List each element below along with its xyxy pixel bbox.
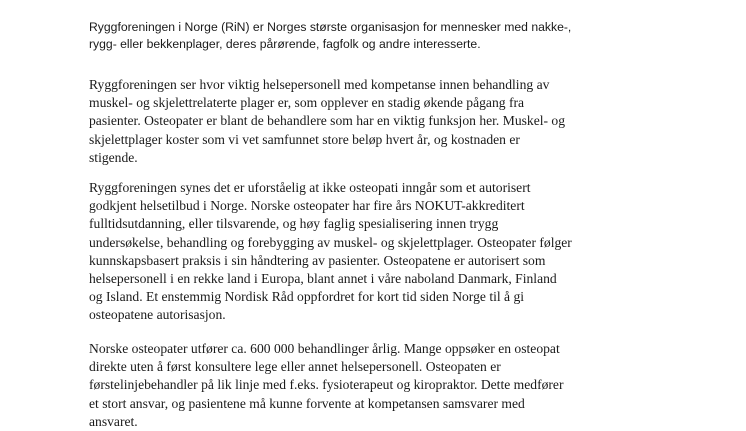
text-line: stigende.: [89, 149, 138, 165]
text-line: pasienter. Osteopater er blant de behandlere som har en viktig funksjon her. Muskel- og: [89, 113, 566, 129]
body-paragraph-1: [89, 76, 565, 167]
text-line: kunnskapsbasert praksis i sin håndtering av pasienter. Osteopatene er autorisert som: [89, 252, 546, 268]
text-line: godkjent helsetilbud i Norge. Norske osteopater har fire års NOKUT-akkreditert: [89, 198, 525, 214]
text-line: Ryggforeningen synes det er uforståelig at ikke osteopati inngår som et autorisert: [89, 180, 531, 195]
text-line: ansvaret.: [89, 413, 138, 429]
text-line: et stort ansvar, og pasientene må kunne forvente at kompetansen samsvarer med: [89, 395, 525, 411]
text-line: Ryggforeningen i Norge (RiN) er Norges største organisasjon for mennesker med nakke-,: [89, 20, 572, 34]
text-line: Norske osteopater utfører ca. 600 000 behandlinger årlig. Mange oppsøker en osteopat: [89, 341, 560, 356]
text-line: undersøkelse, behandling og forebygging av muskel- og skjelettplager. Osteopater følger: [89, 234, 572, 250]
text-line: førstelinjebehandler på lik linje med f.eks. fysioterapeut og kiropraktor. Dette medfører: [89, 377, 564, 393]
text-line: helsepersonell i en rekke land i Europa, blant annet i våre naboland Danmark, Finland: [89, 271, 557, 287]
body-paragraph-2: [89, 179, 572, 325]
intro-paragraph: [89, 19, 571, 53]
body-paragraph-3: [89, 340, 564, 431]
text-line: direkte uten å først konsultere lege eller annet helsepersonell. Osteopaten er: [89, 359, 501, 375]
text-line: osteopatene autorisasjon.: [89, 307, 226, 323]
text-line: og Island. Et enstemmig Nordisk Råd oppfordret for kort tid siden Norge til å gi: [89, 289, 525, 305]
text-line: fulltidsutdanning, eller tilsvarende, og høy faglig spesialisering innen trygg: [89, 216, 499, 232]
text-line: muskel- og skjelettrelaterte plager er, som opplever en stadig økende pågang fra: [89, 95, 525, 111]
text-line: rygg- eller bekkenplager, deres pårørende, fagfolk og andre interesserte.: [89, 37, 481, 51]
text-line: Ryggforeningen ser hvor viktig helsepersonell med kompetanse innen behandling av: [89, 77, 550, 92]
text-line: skjelettplager koster som vi vet samfunnet store beløp hvert år, og kostnaden er: [89, 131, 520, 147]
